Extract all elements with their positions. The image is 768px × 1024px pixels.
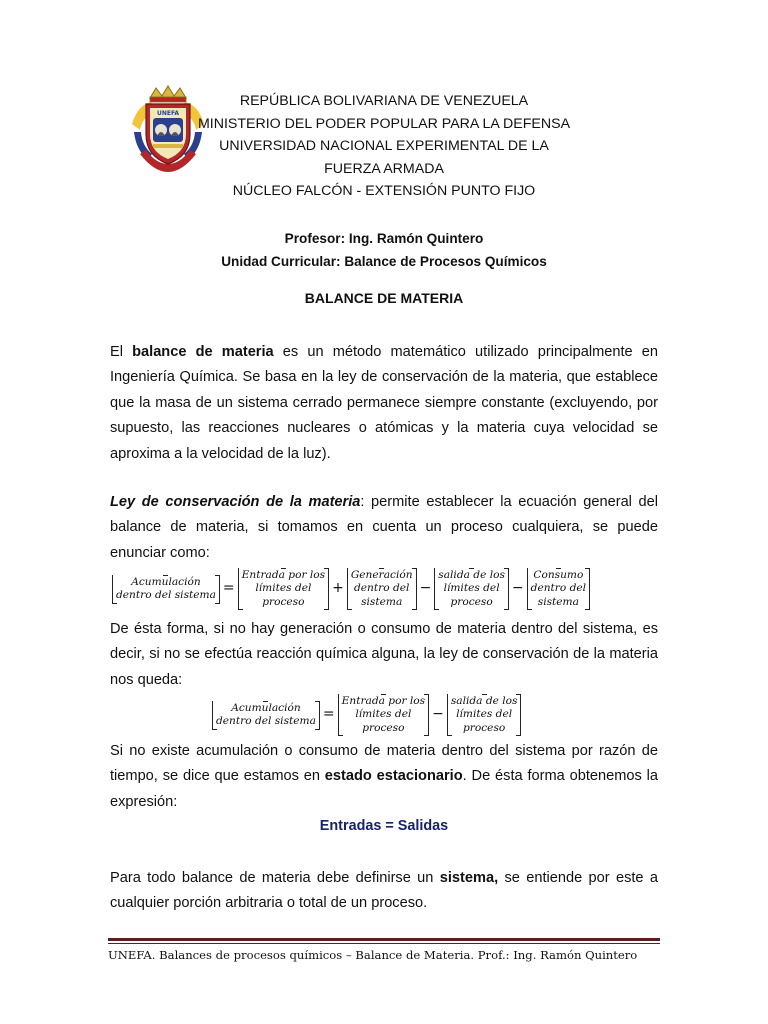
term-line: Acumulación	[131, 575, 201, 588]
equation-term	[112, 575, 220, 604]
bold-term: balance de materia	[132, 344, 274, 360]
equation-term	[338, 694, 429, 736]
equation-term	[212, 701, 320, 730]
term-line: Entrada por los	[341, 695, 426, 707]
term-line: salida de los	[450, 695, 518, 707]
term-line: Acumulación	[231, 701, 301, 714]
text-run: : permite establecer la ecuación general del balance de materia, si tomamos en cuenta un proceso cualquiera, se puede enunciar como:	[110, 494, 658, 561]
bold-italic-term: Ley de conservación de la materia	[110, 494, 361, 510]
term-line: dentro del	[530, 582, 587, 595]
header-line: REPÚBLICA BOLIVARIANA DE VENEZUELA	[239, 93, 529, 109]
page-footer: UNEFA. Balances de procesos químicos – Balance de Materia. Prof.: Ing. Ramón Quintero	[108, 948, 638, 962]
footer-rule-thick	[108, 938, 660, 941]
term-line: sistema	[537, 595, 579, 608]
term-line: Generación	[350, 569, 413, 581]
term-line: límites del	[443, 582, 500, 595]
term-line: sistema	[361, 595, 403, 608]
equation-term	[347, 568, 417, 610]
header-line: UNIVERSIDAD NACIONAL EXPERIMENTAL DE LA	[219, 138, 549, 154]
equation-term	[434, 568, 509, 610]
equation-operator: =	[222, 580, 235, 597]
text-run: El	[110, 344, 133, 360]
term-line: dentro del sistema	[116, 589, 216, 602]
paragraph-steady-state	[110, 739, 658, 815]
term-line: salida de los	[438, 569, 505, 581]
text-run: . De ésta forma obtenemos la expresión:	[110, 768, 658, 810]
equation-term	[238, 568, 329, 610]
term-line: límites del	[456, 708, 513, 721]
term-line: proceso	[362, 721, 405, 734]
bold-term: estado estacionario	[324, 768, 463, 785]
paragraph-law	[110, 490, 658, 566]
term-line: Consumo	[533, 569, 584, 581]
simplified-balance-equation	[212, 694, 521, 736]
equation-operator: −	[511, 580, 524, 597]
term-line: proceso	[463, 721, 506, 734]
text-run: se entiende por este a cualquier porción arbitraria o total de un proceso.	[110, 870, 658, 912]
term-line: proceso	[262, 595, 305, 608]
term-line: límites del	[255, 582, 312, 595]
equation-operator: +	[332, 580, 344, 597]
paragraph-intro	[110, 340, 658, 467]
text-run: Para todo balance de materia debe definirse un	[110, 870, 440, 886]
equation-term	[447, 694, 522, 736]
institution-header	[170, 90, 598, 203]
term-line: límites del	[355, 708, 412, 721]
course-line: Unidad Curricular: Balance de Procesos Químicos	[221, 253, 547, 269]
header-line: MINISTERIO DEL PODER POPULAR PARA LA DEFENSA	[197, 115, 571, 132]
course-info	[110, 228, 658, 273]
footer-rule-thin	[108, 943, 660, 944]
header-line: FUERZA ARMADA	[324, 160, 444, 177]
paragraph-system	[110, 866, 658, 917]
header-line: NÚCLEO FALCÓN - EXTENSIÓN PUNTO FIJO	[232, 183, 536, 199]
paragraph-no-generation: De ésta forma, si no hay generación o consumo de materia dentro del sistema, es decir, si no se efectúa reacción química alguna, la ley de conservación de la materia nos queda:	[110, 621, 658, 688]
term-line: dentro del	[354, 582, 410, 595]
term-line: Entrada por los	[241, 569, 326, 581]
term-line: dentro del sistema	[216, 715, 316, 728]
bold-term: sistema,	[439, 870, 499, 886]
equation-operator: =	[322, 706, 335, 723]
equation-operator: −	[432, 706, 444, 723]
professor-line: Profesor: Ing. Ramón Quintero	[284, 231, 484, 246]
term-line: proceso	[450, 595, 493, 608]
equation-term	[527, 568, 590, 610]
general-balance-equation	[112, 568, 590, 610]
text-run: es un método matemático utilizado principalmente en Ingeniería Química. Se basa en la ley de conservación de la materia, que establece que la masa de un sistema cerrado permanece siempre constante (excluyendo, por supuesto, las reacciones nucleares o atómicas y la materia cuya velocidad se aproxima a la velocidad de la luz).	[110, 344, 658, 462]
equation-operator: −	[419, 580, 432, 597]
page-title: BALANCE DE MATERIA	[304, 290, 464, 306]
text-run: Si no existe acumulación o consumo de materia dentro del sistema por razón de tiempo, se dice que estamos en	[110, 743, 658, 785]
result-expression: Entradas = Salidas	[319, 818, 449, 834]
crest-letters: UNEFA	[156, 110, 180, 117]
